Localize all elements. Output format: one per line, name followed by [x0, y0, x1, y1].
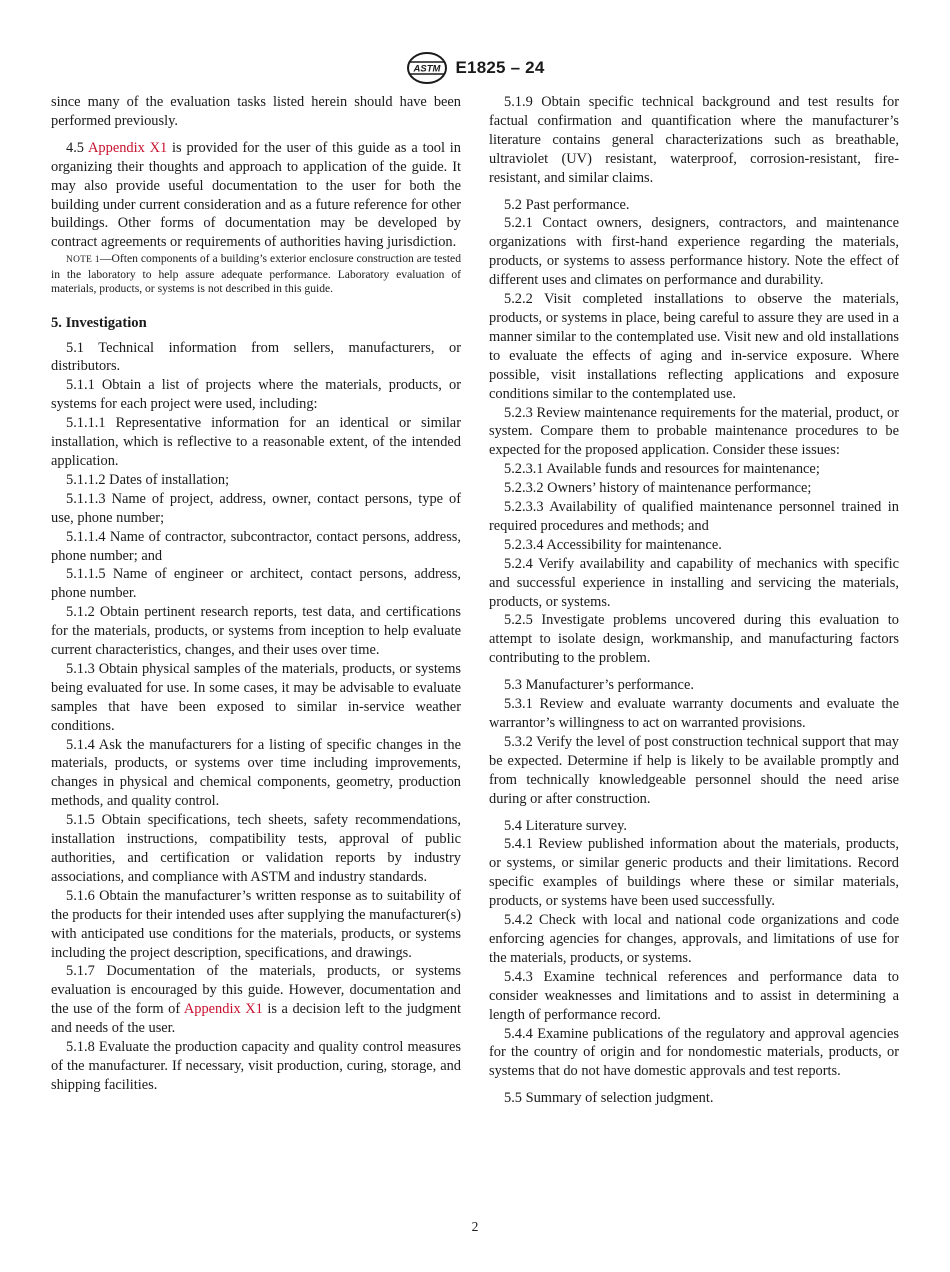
paragraph-5-1-9: 5.1.9 Obtain specific technical background and test results for factual confirmation and quantification where the manufacturer’s literature contains general characterizations such as breathable, ultraviolet (UV) resistant, waterproof, corrosion-resistant, fire-resistant, and similar claims. [489, 94, 899, 186]
paragraph-5-2-3-2: 5.2.3.2 Owners’ history of maintenance performance; [504, 480, 812, 497]
paragraph-5-1-8: 5.1.8 Evaluate the production capacity and quality control measures of the manufacturer. If necessary, visit production, curing, storage, and shipping facilities. [51, 1039, 461, 1093]
section-heading: 5. Investigation [51, 314, 147, 331]
page-header [0, 50, 950, 86]
paragraph-5-1-1-3: 5.1.1.3 Name of project, address, owner, contact persons, type of use, phone number; [51, 490, 461, 526]
paragraph-5-4-4: 5.4.4 Examine publications of the regulatory and approval agencies for the country of origin and for nondomestic materials, products, or systems that do not have domestic approvals and test reports. [489, 1025, 899, 1080]
paragraph-5-2-2: 5.2.2 Visit completed installations to observe the materials, products, or systems in place, being careful to assure they are used in a manner similar to the contemplated use. Visit new and old installations to evaluate the effects of aging and in-service exposure. Where possible, visit installations reflecting applications and exposure conditions similar to the contemplated use. [489, 291, 899, 402]
paragraph-5-1-1-5: 5.1.1.5 Name of engineer or architect, contact persons, address, phone number. [51, 566, 461, 602]
paragraph-5-4-1: 5.4.1 Review published information about the materials, products, or systems, or similar generic products and their limitations. Record specific examples of buildings where these or similar materials, products, or systems have been used successfully. [489, 836, 899, 910]
paragraph-5-4: 5.4 Literature survey. [504, 817, 627, 834]
paragraph-5-2-4: 5.2.4 Verify availability and capability of mechanics with specific and successful experience in installing and servicing the materials, products, or systems. [489, 555, 899, 610]
paragraph-5-1-1-1: 5.1.1.1 Representative information for an identical or similar installation, which is reflective to a reasonable extent, of the intended application. [51, 415, 461, 469]
paragraph-5-1-1-2: 5.1.1.2 Dates of installation; [66, 471, 230, 488]
paragraph-5-1-1-4: 5.1.1.4 Name of contractor, subcontractor, contact persons, address, phone number; and [51, 528, 461, 564]
document-id: E1825 – 24 [455, 58, 545, 77]
paragraph-5-1: 5.1 Technical information from sellers, manufacturers, or distributors. [51, 339, 461, 375]
left-column [51, 93, 461, 1095]
paragraph-5-1-1: 5.1.1 Obtain a list of projects where the materials, products, or systems for each project were used, including: [51, 377, 461, 413]
paragraph-5-1-7: 5.1.7 Documentation of the materials, products, or systems evaluation is encouraged by this guide. However, documentation and the use of the form of Appendix X1 is a decision left to the judgment and needs of the user. [51, 963, 461, 1037]
astm-logo-icon [406, 51, 448, 85]
paragraph-5-4-3: 5.4.3 Examine technical references and performance data to consider weaknesses and limitations and to assist in determining a length of performance record. [489, 968, 899, 1023]
paragraph-5-2-5: 5.2.5 Investigate problems uncovered during this evaluation to attempt to isolate design, workmanship, and manufacturing factors contributing to the problem. [489, 612, 899, 667]
paragraph-5-4-2: 5.4.2 Check with local and national code organizations and code enforcing agencies for changes, approvals, and limitations of use for the materials, products, or systems. [489, 912, 899, 966]
paragraph-5-2-3-4: 5.2.3.4 Accessibility for maintenance. [504, 536, 722, 553]
note-label: NOTE 1 [66, 255, 100, 266]
paragraph-continuation: since many of the evaluation tasks listed herein should have been performed previously. [51, 94, 461, 129]
paragraph-5-1-2: 5.1.2 Obtain pertinent research reports, test data, and certifications for the materials, products, or systems from inception to help evaluate current characteristics, changes, and their uses over time. [51, 604, 461, 659]
paragraph-5-1-5: 5.1.5 Obtain specifications, tech sheets, safety recommendations, installation instructions, compatibility tests, approval of public authorities, and certification or validation reports by industry associations, and compliance with ASTM and industry standards. [51, 812, 461, 885]
paragraph-5-2: 5.2 Past performance. [504, 196, 630, 213]
paragraph-5-3: 5.3 Manufacturer’s performance. [504, 677, 694, 694]
page-number: 2 [471, 1219, 479, 1234]
paragraph-5-3-1: 5.3.1 Review and evaluate warranty documents and evaluate the warrantor’s willingness to act on warranted provisions. [489, 696, 899, 731]
paragraph-5-2-3-1: 5.2.3.1 Available funds and resources for maintenance; [504, 461, 820, 478]
logo-text: ASTM [413, 63, 440, 75]
paragraph-5-1-4: 5.1.4 Ask the manufacturers for a listing of specific changes in the materials, products, or systems over time including improvements, changes in physical and chemical components, geometry, production methods, and quality control. [51, 736, 461, 810]
note-1: NOTE 1—Often components of a building’s exterior enclosure construction are tested in the laboratory to help assure adequate performance. Laboratory evaluation of materials, products, or systems is not described in this guide. [51, 252, 461, 295]
paragraph-5-1-3: 5.1.3 Obtain physical samples of the materials, products, or systems being evaluated for use. In some cases, it may be advisable to evaluate samples that have been exposed to similar in-service weather conditions. [51, 660, 461, 734]
paragraph-5-1-6: 5.1.6 Obtain the manufacturer’s written response as to suitability of the products for their intended uses after supplying the manufacturer(s) with anticipated use conditions for the materials, products, or systems including the project description, specifications, and drawings. [51, 887, 461, 961]
paragraph-5-2-1: 5.2.1 Contact owners, designers, contractors, and maintenance organizations with first-hand experience regarding the materials, products, or systems to assess performance history. Note the effect of different uses and climates on performance and durability. [489, 215, 899, 289]
paragraph-5-3-2: 5.3.2 Verify the level of post construction technical support that may be expected. Determine if help is likely to be available promptly and from technically knowledgeable personnel should the need arise during or after construction. [489, 733, 899, 807]
paragraph-5-5: 5.5 Summary of selection judgment. [504, 1090, 714, 1107]
appendix-x1-link[interactable]: Appendix X1 [183, 1001, 263, 1018]
right-column [489, 93, 899, 1108]
paragraph-4-5: 4.5 Appendix X1 is provided for the user of this guide as a tool in organizing their thoughts and approach to application of the guide. It may also provide useful documentation to the user for both the building under current consideration and as a future reference for other buildings. Other forms of documentation may be developed by contract agreements or requirements of authorities having jurisdiction. [51, 139, 461, 251]
paragraph-5-2-3: 5.2.3 Review maintenance requirements for the material, product, or system. Compare them to probable maintenance procedures to be expected for the proposed application. Consider these issues: [489, 404, 899, 459]
appendix-x1-link[interactable]: Appendix X1 [88, 139, 168, 156]
paragraph-5-2-3-3: 5.2.3.3 Availability of qualified maintenance personnel trained in required procedures and methods; and [489, 499, 899, 534]
